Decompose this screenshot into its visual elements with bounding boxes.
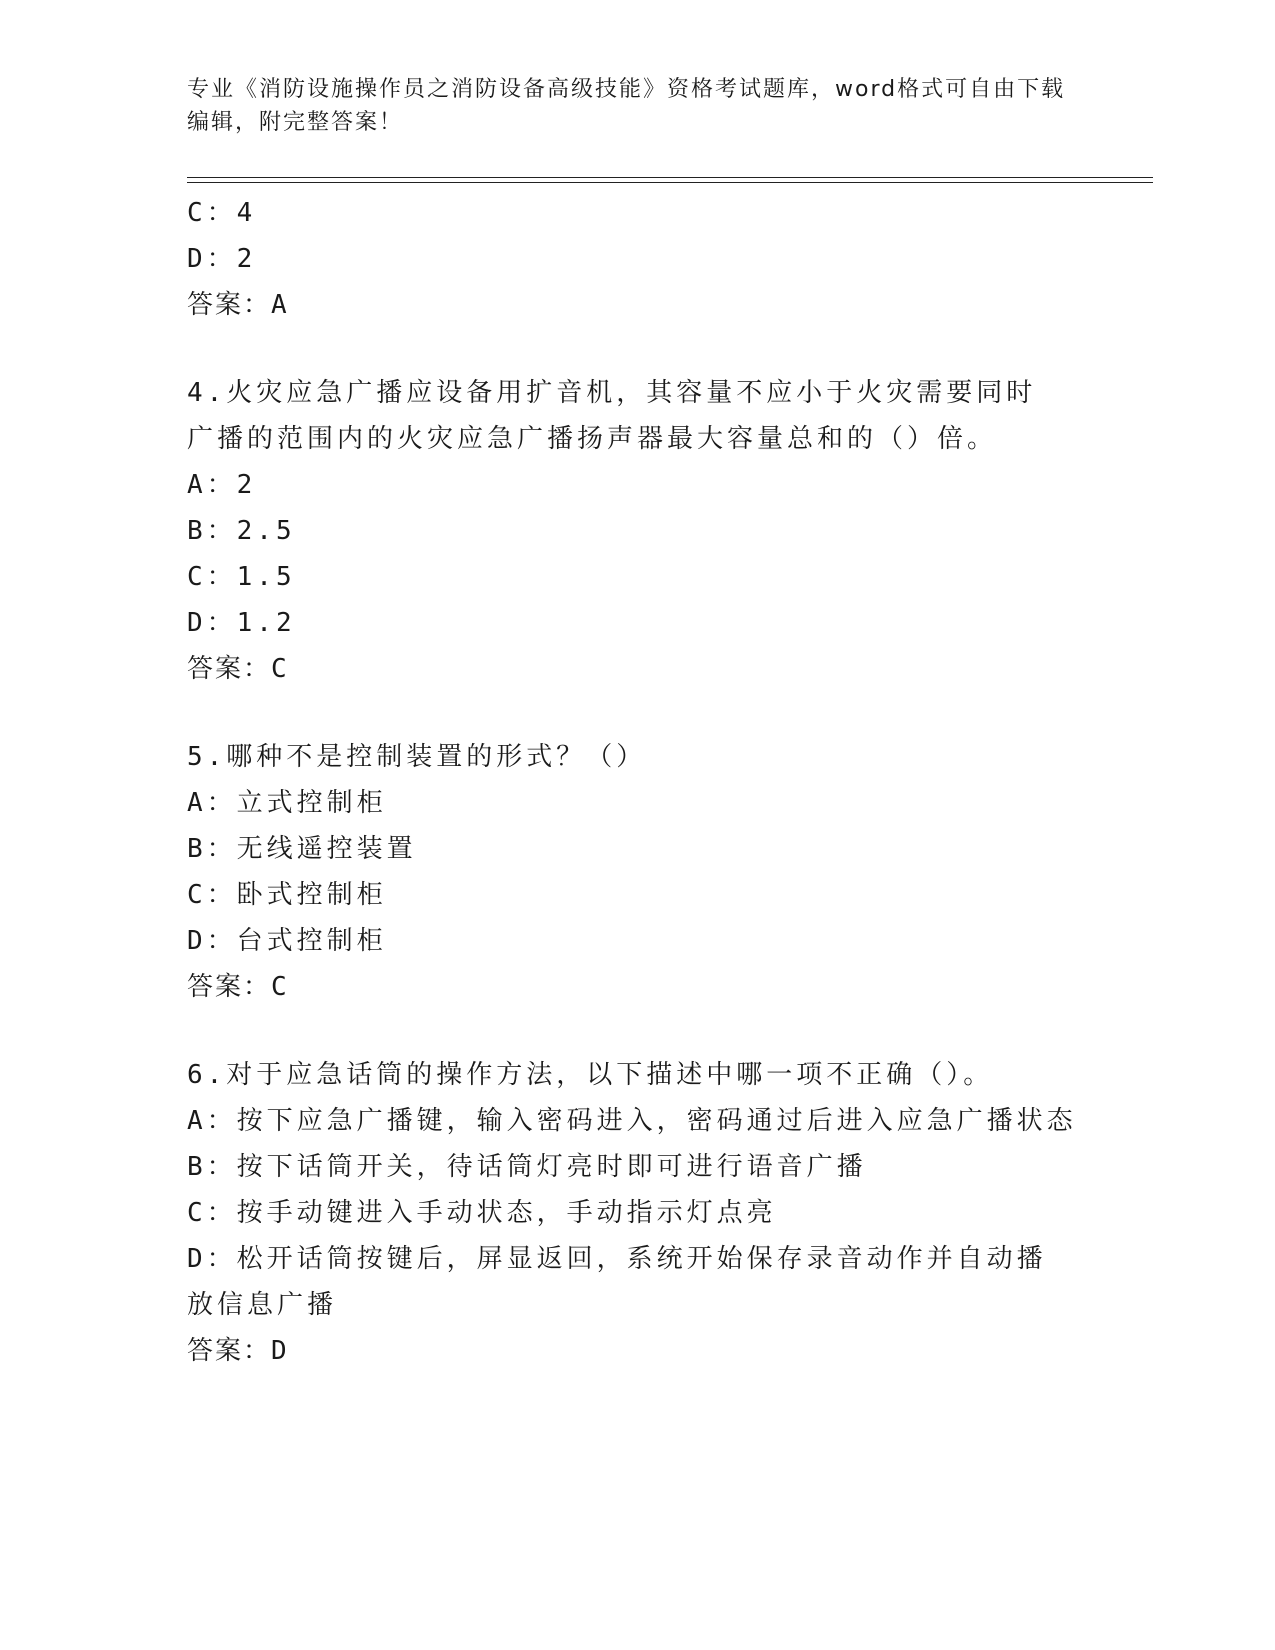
question-4 (187, 370, 1087, 692)
option-b: B：2.5 (187, 516, 296, 546)
option-d: D：1.2 (187, 608, 296, 638)
option-d: D：台式控制柜 (187, 926, 387, 956)
question-stem: 4.火灾应急广播应设备用扩音机，其容量不应小于火灾需要同时广播的范围内的火灾应急广播扬声器最大容量总和的（）倍。 (187, 378, 1037, 454)
question-stem: 5.哪种不是控制装置的形式？（） (187, 742, 647, 772)
document-header: 专业《消防设施操作员之消防设备高级技能》资格考试题库，word格式可自由下载编辑，附完整答案！ (187, 77, 1066, 135)
option-b: B：无线遥控装置 (187, 834, 417, 864)
header-divider-bottom (187, 182, 1153, 183)
answer-line: 答案：A (187, 290, 289, 320)
option-a: A：立式控制柜 (187, 788, 387, 818)
question-list (187, 190, 1087, 1374)
option-b: B：按下话筒开关，待话筒灯亮时即可进行语音广播 (187, 1152, 867, 1182)
option-d: D：2 (187, 244, 257, 274)
header-divider-top (187, 177, 1153, 178)
option-c: C：4 (187, 198, 257, 228)
option-a: A：按下应急广播键，输入密码进入，密码通过后进入应急广播状态 (187, 1106, 1077, 1136)
option-c: C：卧式控制柜 (187, 880, 387, 910)
question-5 (187, 734, 1087, 1010)
answer-line: 答案：C (187, 972, 289, 1002)
answer-line: 答案：C (187, 654, 289, 684)
option-d: D：松开话筒按键后，屏显返回，系统开始保存录音动作并自动播放信息广播 (187, 1244, 1047, 1320)
question-6 (187, 1052, 1087, 1374)
option-c: C：1.5 (187, 562, 296, 592)
continued-question (187, 190, 1087, 328)
question-stem: 6.对于应急话筒的操作方法，以下描述中哪一项不正确（）。 (187, 1060, 994, 1090)
answer-line: 答案：D (187, 1336, 289, 1366)
option-c: C：按手动键进入手动状态，手动指示灯点亮 (187, 1198, 777, 1228)
option-a: A：2 (187, 470, 257, 500)
